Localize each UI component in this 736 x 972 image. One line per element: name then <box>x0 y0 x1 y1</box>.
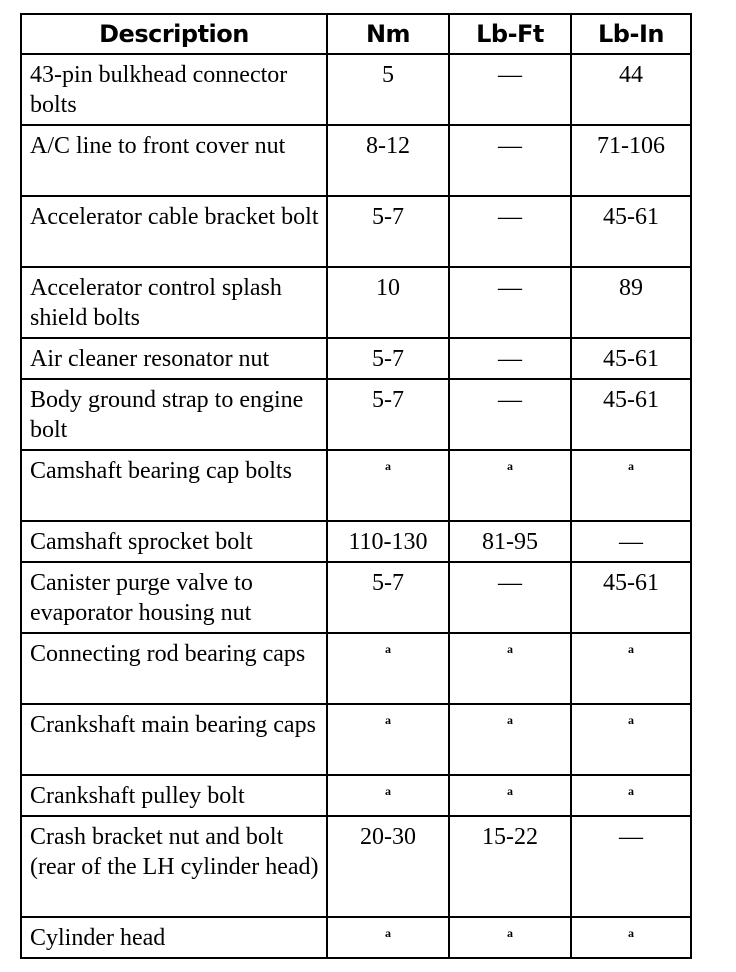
header-description: Description <box>21 14 327 54</box>
row-lb-ft: — <box>449 379 571 450</box>
table-row <box>21 521 691 562</box>
row-lb-ft: a <box>449 917 571 958</box>
row-nm: a <box>327 704 449 775</box>
row-nm: 20-30 <box>327 816 449 917</box>
row-nm: 5-7 <box>327 338 449 379</box>
row-lb-ft: a <box>449 775 571 816</box>
row-lb-ft: 15-22 <box>449 816 571 917</box>
table-row <box>21 54 691 125</box>
table-row <box>21 125 691 196</box>
row-lb-ft: — <box>449 54 571 125</box>
table-row <box>21 633 691 704</box>
header-lb-in: Lb-In <box>571 14 691 54</box>
table-row <box>21 704 691 775</box>
row-description: A/C line to front cover nut <box>21 125 327 196</box>
row-lb-ft: a <box>449 450 571 521</box>
row-lb-in: 45-61 <box>571 379 691 450</box>
row-description: Camshaft bearing cap bolts <box>21 450 327 521</box>
row-nm: 5 <box>327 54 449 125</box>
row-lb-in: 89 <box>571 267 691 338</box>
table-row <box>21 562 691 633</box>
row-nm: a <box>327 775 449 816</box>
table-body <box>21 54 691 958</box>
row-lb-ft: — <box>449 562 571 633</box>
row-lb-in: — <box>571 816 691 917</box>
row-nm: 8-12 <box>327 125 449 196</box>
row-lb-in: 45-61 <box>571 196 691 267</box>
row-description: Canister purge valve to evaporator housing nut <box>21 562 327 633</box>
row-description: Air cleaner resonator nut <box>21 338 327 379</box>
row-lb-in: 44 <box>571 54 691 125</box>
row-description: Crankshaft pulley bolt <box>21 775 327 816</box>
row-lb-ft: — <box>449 196 571 267</box>
row-nm: 10 <box>327 267 449 338</box>
row-lb-ft: — <box>449 267 571 338</box>
row-lb-in: 71-106 <box>571 125 691 196</box>
row-lb-in: a <box>571 775 691 816</box>
row-description: 43-pin bulkhead connector bolts <box>21 54 327 125</box>
row-lb-ft: a <box>449 633 571 704</box>
row-nm: 5-7 <box>327 562 449 633</box>
row-description: Body ground strap to engine bolt <box>21 379 327 450</box>
row-nm: a <box>327 917 449 958</box>
table-row <box>21 775 691 816</box>
table-row <box>21 338 691 379</box>
row-nm: 5-7 <box>327 379 449 450</box>
row-description: Camshaft sprocket bolt <box>21 521 327 562</box>
row-lb-in: a <box>571 450 691 521</box>
row-lb-in: 45-61 <box>571 338 691 379</box>
row-lb-ft: a <box>449 704 571 775</box>
row-description: Accelerator control splash shield bolts <box>21 267 327 338</box>
row-nm: a <box>327 633 449 704</box>
table-row <box>21 267 691 338</box>
torque-spec-table <box>20 13 692 959</box>
row-lb-in: a <box>571 633 691 704</box>
row-description: Crash bracket nut and bolt (rear of the LH cylinder head) <box>21 816 327 917</box>
table-row <box>21 196 691 267</box>
row-nm: a <box>327 450 449 521</box>
table-row <box>21 816 691 917</box>
row-lb-ft: — <box>449 125 571 196</box>
row-lb-in: 45-61 <box>571 562 691 633</box>
header-row <box>21 14 691 54</box>
header-lb-ft: Lb-Ft <box>449 14 571 54</box>
row-lb-in: a <box>571 704 691 775</box>
row-lb-in: a <box>571 917 691 958</box>
row-description: Accelerator cable bracket bolt <box>21 196 327 267</box>
row-lb-ft: 81-95 <box>449 521 571 562</box>
row-description: Crankshaft main bearing caps <box>21 704 327 775</box>
header-nm: Nm <box>327 14 449 54</box>
row-nm: 110-130 <box>327 521 449 562</box>
table-row <box>21 379 691 450</box>
row-description: Connecting rod bearing caps <box>21 633 327 704</box>
table-row <box>21 917 691 958</box>
row-nm: 5-7 <box>327 196 449 267</box>
row-description: Cylinder head <box>21 917 327 958</box>
row-lb-ft: — <box>449 338 571 379</box>
table-row <box>21 450 691 521</box>
row-lb-in: — <box>571 521 691 562</box>
